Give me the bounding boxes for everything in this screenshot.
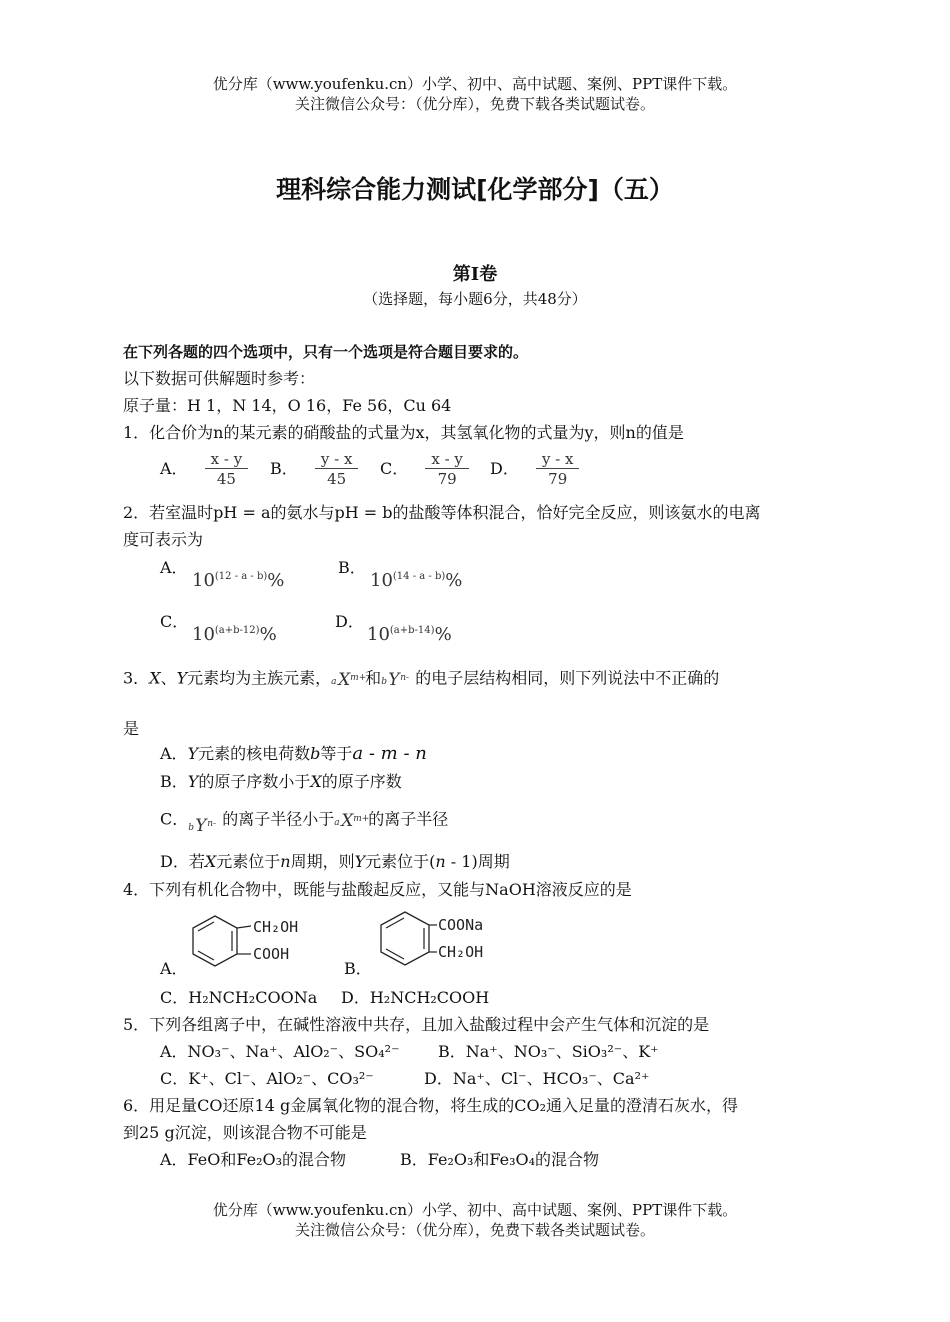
question-1-option-b: B． $\frac{y - x}{45}$ (270, 450, 358, 489)
volume-subtitle: （选择题，每小题6分，共48分） (363, 290, 587, 308)
question-3-option-b: B．Y的原子序数小于X的原子序数 (160, 772, 402, 791)
page-title: 理科综合能力测试[化学部分]（五） (276, 175, 674, 204)
struct-b-top-group: COONa (438, 916, 484, 934)
struct-a-bottom-group: COOH (253, 945, 290, 963)
question-4-option-c: C．H₂NCH₂COONa (160, 988, 318, 1007)
question-4-option-d: D．H₂NCH₂COOH (341, 988, 490, 1007)
question-3-stem-2: 是 (123, 719, 140, 738)
question-6-option-b: B．Fe₂O₃和Fe₃O₄的混合物 (400, 1150, 600, 1169)
question-5-option-b: B．Na⁺、NO₃⁻、SiO₃²⁻、K⁺ (438, 1042, 659, 1061)
question-2-option-c: $10^{(a+b-12)}\%$ (192, 624, 277, 645)
volume-heading: 第Ⅰ卷 (452, 264, 498, 285)
question-2-option-c-label: C． (160, 612, 189, 631)
instruction-bold: 在下列各题的四个选项中，只有一个选项是符合题目要求的。 (123, 343, 529, 361)
benzene-structure-a (185, 910, 315, 978)
question-1-option-d: D． $\frac{y - x}{79}$ (490, 450, 579, 489)
ion-y-symbol: b Y n- (381, 670, 410, 690)
question-2-option-a-label: A． (160, 558, 188, 577)
atomic-masses: 原子量：H 1，N 14，O 16，Fe 56，Cu 64 (123, 396, 452, 415)
reference-note: 以下数据可供解题时参考： (123, 369, 316, 388)
question-4-stem: 4．下列有机化合物中，既能与盐酸起反应，又能与NaOH溶液反应的是 (123, 880, 632, 899)
question-3-option-d: D．若X元素位于n周期，则Y元素位于(n - 1)周期 (160, 852, 510, 871)
question-5-option-a: A．NO₃⁻、Na⁺、AlO₂⁻、SO₄²⁻ (160, 1042, 400, 1061)
question-1-option-a: A． $\frac{x - y}{45}$ (160, 450, 248, 489)
ion-x-symbol: a X m+ (331, 670, 367, 690)
question-6-option-a: A．FeO和Fe₂O₃的混合物 (160, 1150, 347, 1169)
question-4-option-b-label: B． (344, 959, 372, 978)
struct-a-top-group: CH₂OH (253, 918, 299, 936)
ion-y-symbol-c: b Y n- (188, 816, 217, 836)
ion-x-symbol-c: a X m+ (334, 811, 370, 831)
question-5-option-d: D．Na⁺、Cl⁻、HCO₃⁻、Ca²⁺ (424, 1069, 650, 1088)
question-2-option-a: 10$^{(12 - a - b)}$% (192, 570, 285, 591)
question-6-stem-1: 6．用足量CO还原14 g金属氧化物的混合物，将生成的CO₂通入足量的澄清石灰水，得 (123, 1096, 739, 1115)
question-1-stem: 1．化合价为n的某元素的硝酸盐的式量为x，其氢氧化物的式量为y，则n的值是 (123, 423, 684, 442)
question-2-stem-1: 2．若室温时pH = a的氨水与pH = b的盐酸等体积混合，恰好完全反应，则该氨水的电离 (123, 503, 761, 522)
question-3-option-a: A．Y元素的核电荷数b等于a - m - n (160, 743, 427, 764)
question-2-option-b-label: B． (338, 558, 366, 577)
footer-line-2: 关注微信公众号：（优分库），免费下载各类试题试卷。 (294, 1221, 655, 1239)
struct-b-bottom-group: CH₂OH (438, 943, 484, 961)
question-5-option-c: C．K⁺、Cl⁻、AlO₂⁻、CO₃²⁻ (160, 1069, 374, 1088)
question-4-option-a-label: A． (160, 959, 188, 978)
header-line-1: 优分库（www.youfenku.cn）小学、初中、高中试题、案例、PPT课件下载。 (212, 75, 738, 93)
question-3-option-c: C． b Y n- 的离子半径小于 a X m+ 的离子半径 (160, 801, 448, 839)
benzene-structure-b (375, 904, 505, 978)
question-2-option-d-label: D． (335, 612, 364, 631)
question-2-stem-2: 度可表示为 (123, 530, 204, 549)
question-1-option-c: C． $\frac{x - y}{79}$ (380, 450, 469, 489)
question-5-stem: 5．下列各组离子中，在碱性溶液中共存，且加入盐酸过程中会产生气体和沉淀的是 (123, 1015, 710, 1034)
header-line-2: 关注微信公众号：（优分库），免费下载各类试题试卷。 (294, 95, 655, 113)
question-6-stem-2: 到25 g沉淀，则该混合物不可能是 (123, 1123, 367, 1142)
question-2-option-d: $10^{(a+b-14)}\%$ (367, 624, 452, 645)
question-3-stem: 3．X、Y元素均为主族元素， a X m+ 和 b Y n- 的电子层结构相同，则下列说法中不正确的 (123, 665, 719, 693)
footer-line-1: 优分库（www.youfenku.cn）小学、初中、高中试题、案例、PPT课件下载。 (212, 1201, 738, 1219)
question-2-option-b: 10$^{(14 - a - b)}$% (370, 570, 463, 591)
